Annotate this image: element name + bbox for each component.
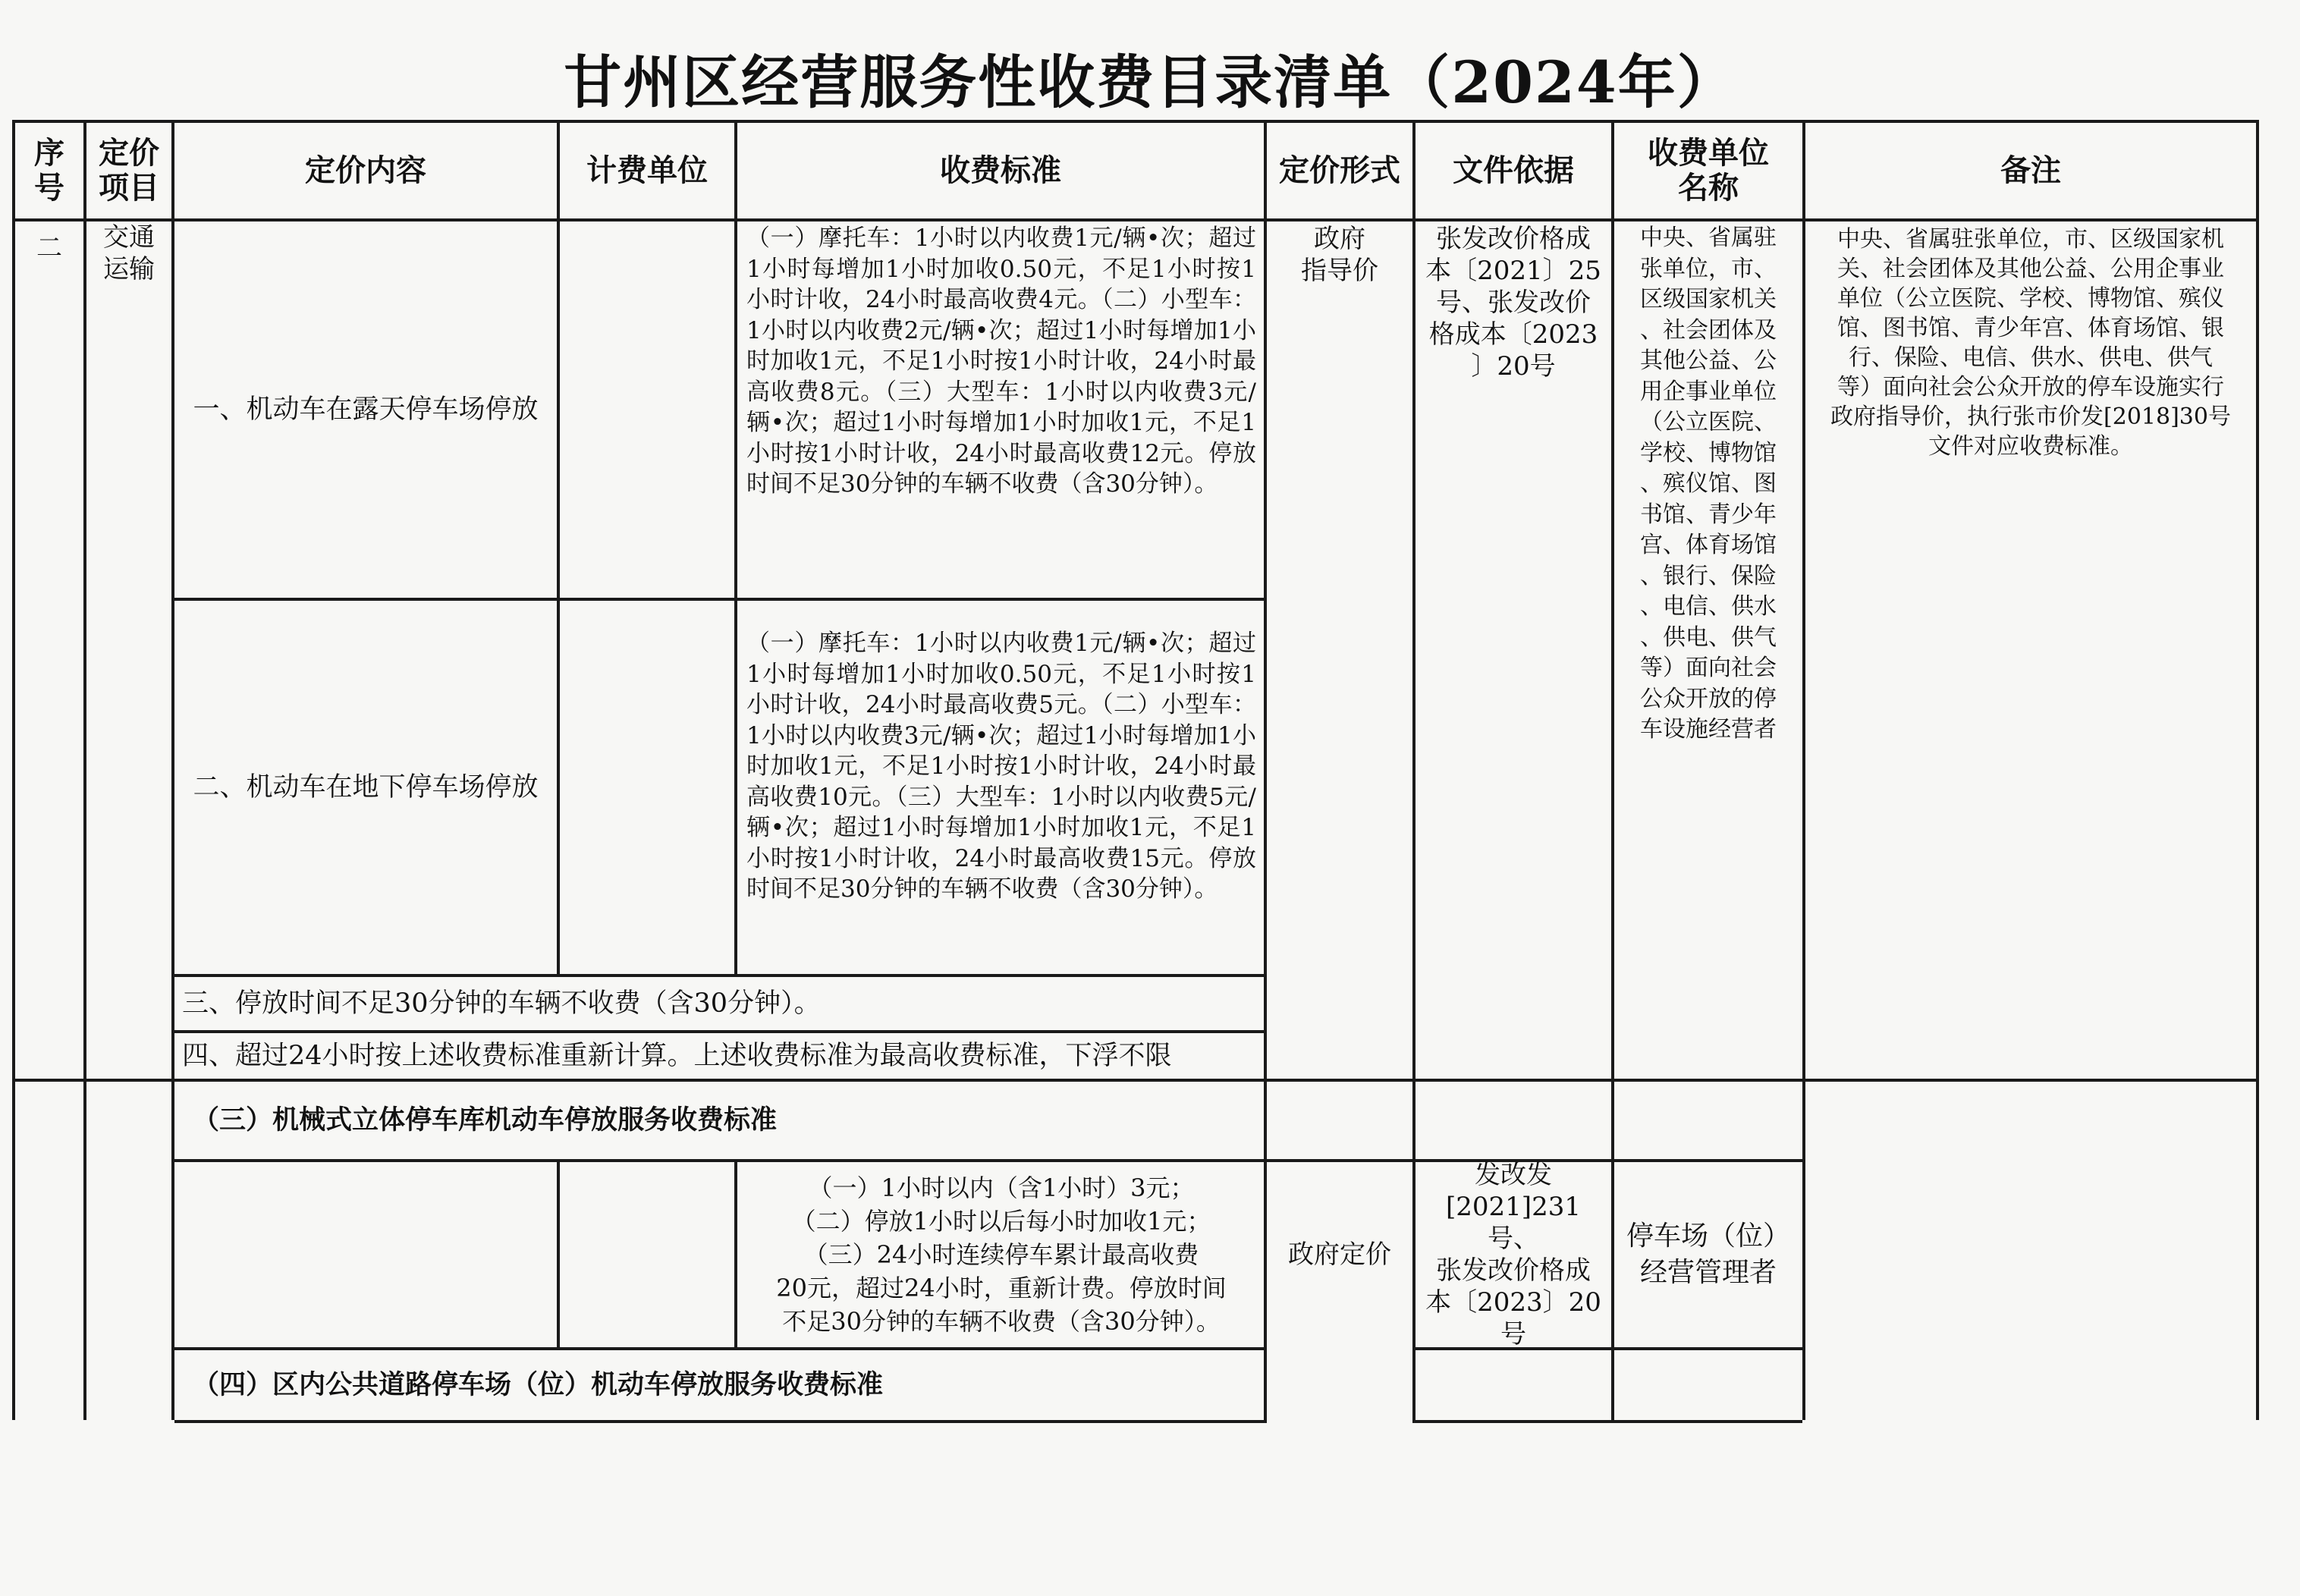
payee-line-15: 等）面向社会: [1640, 655, 1777, 681]
basis-line-3: 号、张发改价: [1436, 287, 1591, 318]
header-content: 定价内容: [305, 152, 426, 188]
header-standard: 收费标准: [940, 152, 1061, 188]
form-cell: [1267, 223, 1412, 314]
notes-line-1: 中央、省属驻张单位，市、区级国家机: [1837, 226, 2224, 253]
content-row-1: 一、机动车在露天停车场停放: [193, 394, 539, 425]
standard-row-3: [737, 1162, 1264, 1347]
payee-line-17: 车设施经营者: [1640, 716, 1777, 743]
payee-cell: [1614, 223, 1802, 769]
payee-line-1: 中央、省属驻: [1640, 225, 1777, 251]
header-item-line-1: 定价: [99, 135, 159, 171]
item-line-2: 运输: [103, 254, 155, 284]
payee-line-8: 学校、博物馆: [1640, 439, 1777, 467]
payee-line-10: 书馆、青少年: [1640, 501, 1777, 528]
notes-line-7: 政府指导价，执行张市价发[2018]30号: [1830, 404, 2231, 430]
page-title: 甘州区经营服务性收费目录清单（2024年）: [564, 49, 1736, 116]
standard-row-3-line-2: （二）停放1小时以后每小时加收1元；: [791, 1207, 1211, 1236]
basis-row-3-line-3: 张发改价格成: [1436, 1255, 1591, 1286]
header-form: 定价形式: [1279, 152, 1400, 188]
notes-line-3: 单位（公立医院、学校、博物馆、殡仪: [1837, 285, 2224, 312]
standard-row-3-line-4: 20元，超过24小时，重新计费。停放时间: [776, 1274, 1227, 1302]
form-line-2: 指导价: [1301, 256, 1378, 286]
basis-line-4: 格成本〔2023: [1428, 319, 1598, 350]
header-item-line-2: 项目: [99, 170, 159, 206]
item-cell: [86, 221, 171, 297]
standard-row-1-text: （一）摩托车：1小时以内收费1元/辆•次；超过1小时每增加1小时加收0.50元，不足1小时按1小时计收，24小时最高收费4元。（二）小型车：1小时以内收费2元/辆•次；超过1小时每增加1小时加收1元，不足1小时按1小时计收，24小时最高收费8元。（三）大型车：1小时以内收费3元/辆•次；超过1小时每增加1小时加收1元，不足1小时按1小时计收，24小时最高收费12元。停放时间不足30分钟的车辆不收费（含30分钟）。: [746, 225, 1256, 498]
standard-row-2: [737, 628, 1264, 954]
payee-line-16: 公众开放的停: [1640, 685, 1777, 712]
payee-line-7: （公立医院、: [1640, 409, 1777, 435]
standard-row-3-line-3: （三）24小时连续停车累计最高收费: [803, 1240, 1199, 1269]
payee-row-3: [1614, 1162, 1802, 1347]
payee-line-12: 、银行、保险: [1640, 562, 1777, 589]
section-4-title: （四）区内公共道路停车场（位）机动车停放服务收费标准: [193, 1369, 884, 1400]
unit-row-3: [560, 1162, 734, 1347]
header-payee-line-2: 名称: [1678, 170, 1739, 206]
basis-row-3-line-1: 发改发: [1475, 1160, 1552, 1190]
header-seq: [15, 123, 83, 218]
basis-line-5: 〕20号: [1471, 351, 1556, 382]
standard-row-3-line-5: 不足30分钟的车辆不收费（含30分钟）。: [782, 1307, 1221, 1336]
header-unit: 计费单位: [586, 152, 708, 188]
section-3-title: （三）机械式立体停车库机动车停放服务收费标准: [193, 1104, 778, 1136]
standard-row-2-text: （一）摩托车：1小时以内收费1元/辆•次；超过1小时每增加1小时加收0.50元，不足1小时按1小时计收，24小时最高收费5元。（二）小型车：1小时以内收费3元/辆•次；超过1小时每增加1小时加收1元，不足1小时按1小时计收，24小时最高收费10元。（三）大型车：1小时以内收费5元/辆•次；超过1小时每增加1小时加收1元，不足1小时按1小时计收，24小时最高收费15元。停放时间不足30分钟的车辆不收费（含30分钟）。: [746, 630, 1256, 903]
content-row-2: 二、机动车在地下停车场停放: [193, 772, 539, 803]
seq-cell: [15, 232, 83, 278]
payee-line-6: 用企事业单位: [1640, 378, 1777, 405]
standard-row-1: [737, 223, 1264, 549]
basis-line-1: 张发改价格成: [1436, 224, 1591, 254]
notes-line-2: 关、社会团体及其他公益、公用企事业: [1837, 256, 2224, 282]
payee-line-5: 其他公益、公: [1640, 347, 1777, 374]
basis-row-3-line-4: 本〔2023〕20: [1425, 1287, 1601, 1318]
rule-4-row: 四、超过24小时按上述收费标准重新计算。上述收费标准为最高收费标准，下浮不限: [182, 1041, 1172, 1071]
header-payee-line-1: 收费单位: [1648, 135, 1769, 171]
payee-row-3-line-1: 停车场（位）: [1626, 1221, 1790, 1252]
header-payee: [1614, 123, 1802, 218]
payee-line-3: 区级国家机关: [1640, 286, 1777, 313]
basis-row-3: [1416, 1162, 1611, 1347]
payee-line-14: 、供电、供气: [1640, 624, 1777, 651]
content-row-3: [174, 1162, 557, 1347]
header-notes: 备注: [2000, 152, 2061, 188]
notes-line-5: 行、保险、电信、供水、供电、供气: [1849, 344, 2213, 371]
standard-row-3-line-1: （一）1小时以内（含1小时）3元；: [808, 1173, 1195, 1202]
payee-line-9: 、殡仪馆、图: [1640, 470, 1777, 497]
header-item: [86, 123, 171, 218]
form-line-1: 政府: [1314, 224, 1365, 254]
notes-line-8: 文件对应收费标准。: [1928, 433, 2133, 460]
unit-row-1: [560, 221, 734, 598]
item-line-1: 交通: [103, 222, 155, 253]
basis-row-3-line-5: 号: [1500, 1319, 1526, 1349]
unit-row-2: [560, 601, 734, 974]
payee-line-11: 宫、体育场馆: [1640, 532, 1777, 558]
notes-cell: [1805, 225, 2256, 482]
notes-line-4: 馆、图书馆、青少年宫、体育场馆、银: [1837, 315, 2224, 341]
header-basis: 文件依据: [1453, 152, 1574, 188]
rule-3-row: 三、停放时间不足30分钟的车辆不收费（含30分钟）。: [182, 988, 821, 1019]
notes-line-6: 等）面向社会公众开放的停车设施实行: [1837, 374, 2224, 401]
payee-row-3-line-2: 经营管理者: [1639, 1257, 1777, 1288]
payee-line-13: 、电信、供水: [1640, 593, 1777, 620]
form-row-3: 政府定价: [1288, 1239, 1391, 1270]
basis-line-2: 本〔2021〕25: [1425, 256, 1601, 286]
seq-value: 二: [36, 233, 62, 263]
payee-line-4: 、社会团体及: [1640, 316, 1777, 344]
basis-row-3-line-2: [2021]231号、: [1446, 1192, 1581, 1254]
header-seq-text: 序号: [34, 135, 64, 206]
payee-line-2: 张单位，市、: [1640, 255, 1777, 282]
basis-cell: [1416, 223, 1611, 420]
